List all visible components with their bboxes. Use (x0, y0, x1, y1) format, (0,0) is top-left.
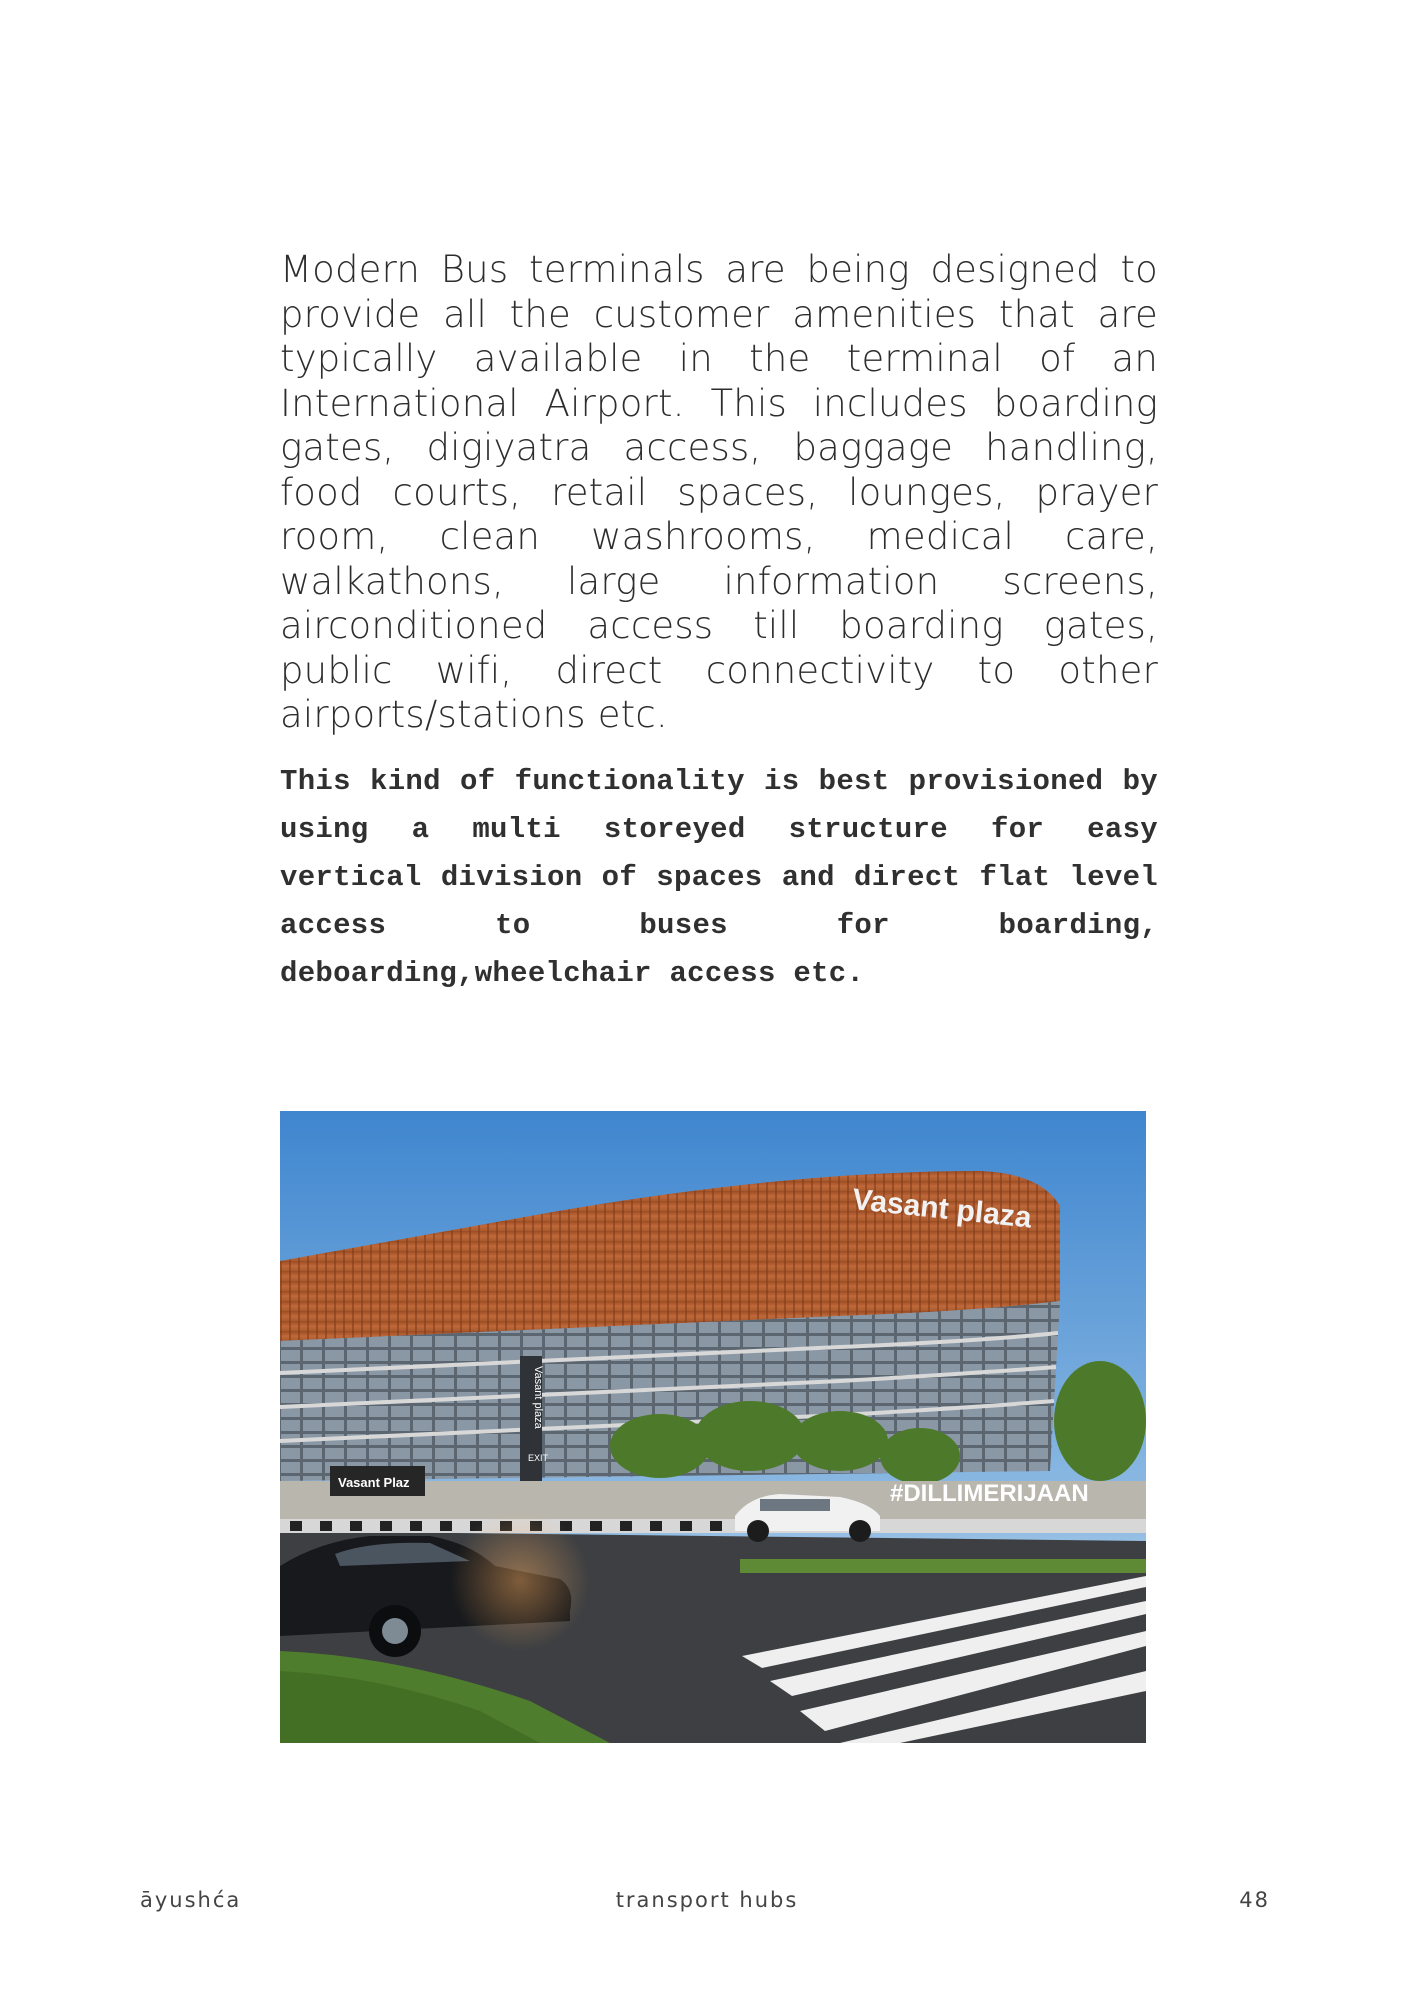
body-paragraph-amenities: Modern Bus terminals are being designed to provide all the customer amenities that are typically available in the terminal of an International Airport. This includes boarding gates, digiyatra access, baggage handling, food courts, retail spaces, lounges, prayer room, clean washrooms, medical care, walkathons, large information screens, airconditioned access till boarding gates, public wifi, direct connectivity to other airports/stations etc. (280, 248, 1158, 736)
footer-brand: āyushća (140, 1888, 242, 1912)
lens-flare (450, 1511, 590, 1651)
footer-page-number: 48 (1239, 1888, 1270, 1912)
footer-section-title: transport hubs (615, 1888, 799, 1912)
bus-terminal-rendering-image (280, 1111, 1146, 1743)
tower-sign-text: Vasant plaza (532, 1366, 544, 1429)
hashtag-sign: #DILLIMERIJAAN (890, 1480, 1089, 1507)
body-paragraph-structure: This kind of functionality is best provisioned by using a multi storeyed structure for easy vertical division of spaces and direct flat level access to buses for boarding, deboarding,wheelchair access etc. (280, 765, 1158, 990)
median-grass (740, 1559, 1146, 1573)
building-name-sign: Vasant plaza (850, 1182, 1034, 1235)
exit-sign: EXIT (528, 1453, 549, 1463)
plaza-sign: Vasant Plaz (338, 1475, 410, 1490)
page-footer (0, 1888, 1414, 1918)
